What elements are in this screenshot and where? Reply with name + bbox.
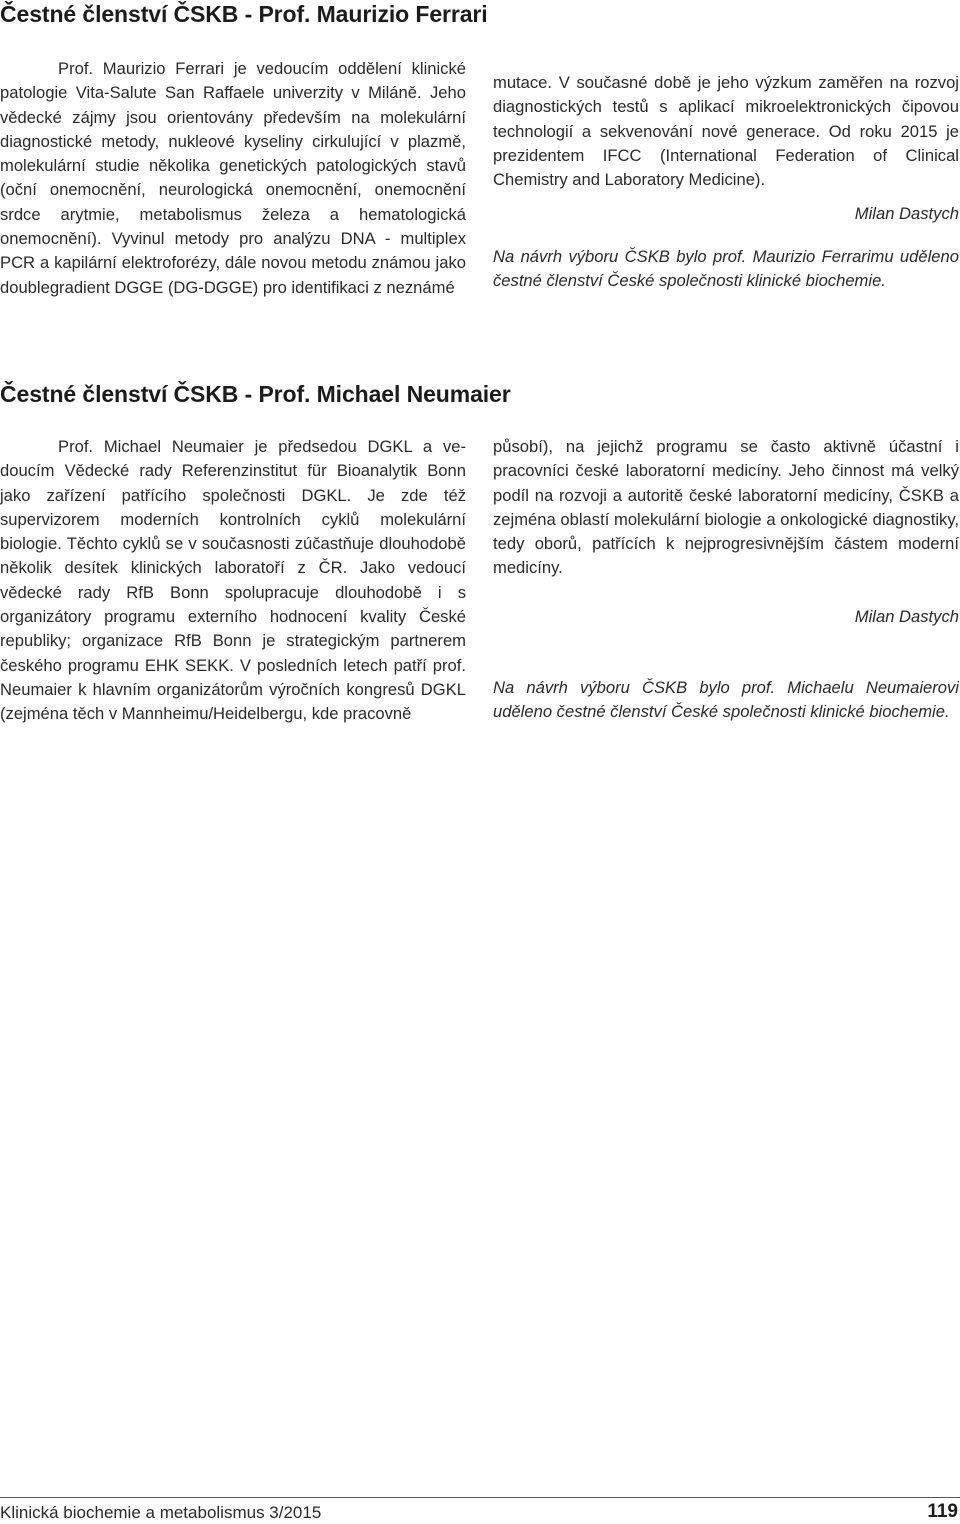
article-ferrari-body-part2: mutace. V současné době je jeho výzkum zaměřen na rozvoj diagnostických testů s aplikací mikroelektronických čipovou technologií a sekvenování nové generace. Od roku 2015 je prezidentem IFCC (International Federation of Clinical Chemistry and Laboratory Medicine). bbox=[493, 73, 959, 190]
footer-page-number: 119 bbox=[927, 1501, 958, 1522]
article-neumaier-column-left bbox=[0, 435, 466, 727]
article-ferrari-signature: Milan Dastych bbox=[854, 204, 959, 224]
article-neumaier-signature: Milan Dastych bbox=[854, 606, 959, 626]
article-neumaier-award-note: Na návrh výboru ČSKB bylo prof. Michaelu Neumaierovi uděleno čestné členství České společnosti klinické biochemie. bbox=[493, 678, 959, 722]
footer-divider bbox=[0, 1497, 960, 1498]
article-ferrari-body-part1: Prof. Maurizio Ferrari je vedoucím oddělení klinické patologie Vita-Salute San Raffaele univerzity v Miláně. Jeho vědecké zájmy jsou orientovány především na molekulární diagnostické metody, nukleové kyseliny cirkulující v plazmě, molekulární studie několika genetických patologických stavů (oční onemocnění, neurologická onemocnění, onemocnění srdce arytmie, metabolismus železa a hematologická onemocnění). Vyvinul metody pro analýzu DNA - multiplex PCR a kapilární elektroforézy, dále novou metodu známou jako doublegradient DGGE (DG-DGGE) pro identifikaci z neznámé bbox=[0, 59, 466, 297]
article-neumaier-body-part2: působí), na jejichž programu se často aktivně účastní i pracovníci české laboratorní medicíny. Jeho činnost má velký podíl na rozvoji a autoritě české laboratorní medicíny, ČSKB a zejména oblastí molekulární biologie a onkologické diagnostiky, tedy oborů, patřících k nejprogresivnějším částem moderní medicíny. bbox=[493, 437, 959, 578]
footer-journal-name: Klinická biochemie a metabolismus 3/2015 bbox=[0, 1503, 322, 1522]
article-neumaier-body-part1: Prof. Michael Neumaier je předsedou DGKL a vedoucím Vědecké rady Referenzinstitut für Bioanalytik Bonn jako zařízení patřícího společnosti DGKL. Je zde též supervizorem moderních kontrolních cyklů molekulární biologie. Těchto cyklů se v současnosti zúčastňuje dlouhodobě několik desítek klinických laboratoří z ČR. Jako vedoucí vědecké rady RfB Bonn spolupracuje dlouhodobě i s organizátory programu externího hodnocení kvality České republiky; organizace RfB Bonn je strategickým partnerem českého programu EHK SEKK. V posledních letech patří prof. Neumaier k hlavním organizátorům výročních kongresů DGKL (zejména těch v Mannheimu/Heidelbergu, kde pracovně bbox=[0, 437, 466, 724]
article-title-neumaier: Čestné členství ČSKB - Prof. Michael Neumaier bbox=[0, 381, 511, 407]
article-ferrari-column-right bbox=[493, 71, 959, 293]
article-title-ferrari: Čestné členství ČSKB - Prof. Maurizio Ferrari bbox=[0, 1, 488, 27]
article-ferrari-column-left bbox=[0, 57, 466, 300]
article-ferrari-award-note: Na návrh výboru ČSKB bylo prof. Maurizio Ferrarimu uděleno čestné členství České společnosti klinické biochemie. bbox=[493, 246, 959, 291]
article-neumaier-column-right bbox=[493, 435, 959, 725]
